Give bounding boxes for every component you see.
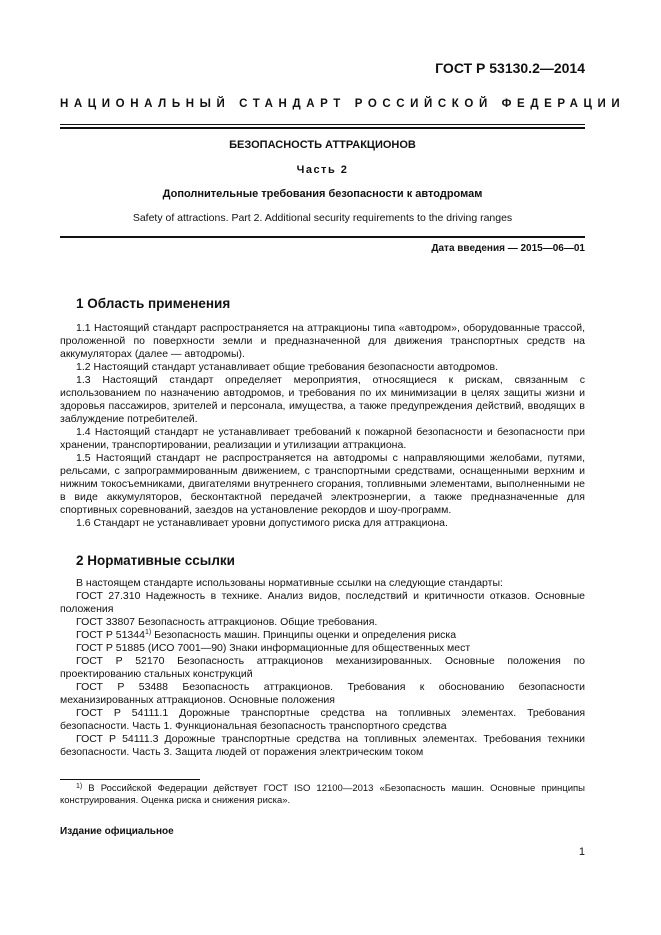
footnote-rule	[60, 779, 200, 780]
standard-title: БЕЗОПАСНОСТЬ АТТРАКЦИОНОВ	[229, 139, 416, 151]
reference-item: ГОСТ 33807 Безопасность аттракционов. Общие требования.	[76, 616, 378, 628]
reference-item-with-footnote	[60, 629, 585, 642]
header-rule-thin	[60, 124, 585, 125]
paragraph-1-4: 1.4 Настоящий стандарт не устанавливает требований к пожарной безопасности и безопасности при хранении, транспортировании, реализации и утилизации аттракциона.	[60, 426, 585, 451]
section-1-heading: 1 Область применения	[76, 296, 231, 311]
title-rule	[60, 236, 585, 238]
paragraph-1-3: 1.3 Настоящий стандарт определяет мероприятия, относящиеся к рискам, связанным с использованием по назначению автодромов, и требования по их минимизации в целях защиты жизни и здоровья пассажиров, зрителей и персонала, имущества, а также предупреждения действий, вводящих в заблуждение потребителей.	[60, 374, 585, 425]
reference-item: ГОСТ Р 52170 Безопасность аттракционов механизированных. Основные положения по проектированию стальных конструкций	[60, 655, 585, 680]
english-title: Safety of attractions. Part 2. Additional security requirements to the driving ranges	[132, 212, 513, 224]
paragraph-1-1: 1.1 Настоящий стандарт распространяется на аттракционы типа «автодром», оборудованные трассой, проложенной по поверхности земли и предназначенной для движения транспортных средств на аккумуляторах (далее — автодромы).	[60, 322, 585, 360]
reference-item: ГОСТ Р 54111.1 Дорожные транспортные средства на топливных элементах. Требования безопасности. Часть 1. Функциональная безопасность транспортного средства	[60, 707, 585, 732]
section-1-body	[60, 322, 585, 530]
section-2-body	[60, 577, 585, 759]
standard-subtitle: Дополнительные требования безопасности к автодромам	[162, 188, 483, 200]
footnote-mark: 1)	[144, 629, 152, 636]
introduction-date: Дата введения — 2015—06—01	[431, 243, 585, 254]
reference-item: ГОСТ Р 51885 (ИСО 7001—90) Знаки информационные для общественных мест	[76, 642, 471, 654]
official-edition-label: Издание официальное	[60, 826, 174, 837]
reference-item: ГОСТ 27.310 Надежность в технике. Анализ видов, последствий и критичности отказов. Основные положения	[60, 590, 585, 615]
standard-part: Часть 2	[296, 164, 349, 176]
references-intro: В настоящем стандарте использованы нормативные ссылки на следующие стандарты:	[76, 577, 503, 589]
footnote-mark: 1)	[76, 783, 83, 790]
reference-text: Безопасность машин. Принципы оценки и определения риска	[154, 629, 457, 641]
reference-code: ГОСТ Р 51344	[76, 629, 145, 641]
national-standard-banner: НАЦИОНАЛЬНЫЙ СТАНДАРТ РОССИЙСКОЙ ФЕДЕРАЦИИ	[60, 98, 626, 110]
footnote-text: В Российской Федерации действует ГОСТ ISO 12100—2013 «Безопасность машин. Основные принципы конструирования. Оценка риска и снижения риска».	[60, 783, 585, 806]
section-2-heading: 2 Нормативные ссылки	[76, 553, 235, 568]
footnote	[60, 783, 585, 807]
page-number: 1	[578, 846, 585, 858]
paragraph-1-6: 1.6 Стандарт не устанавливает уровни допустимого риска для аттракциона.	[76, 517, 448, 529]
paragraph-1-5: 1.5 Настоящий стандарт не распространяется на автодромы с направляющими желобами, путями, рельсами, с запрограммированным движением, с транспортными средствами, оснащенными верхним и нижним токосъемниками, двигателями внутреннего сгорания, топливными элементами, выполненными не в виде аккумуляторов, бесконтактной передачей электроэнергии, а также предназначенные для спортивных соревнований, заездов на установление рекордов и шоу-программ.	[60, 452, 585, 516]
paragraph-1-2: 1.2 Настоящий стандарт устанавливает общие требования безопасности автодромов.	[76, 361, 499, 373]
document-code: ГОСТ Р 53130.2—2014	[435, 60, 585, 76]
header-rule-thick	[60, 127, 585, 129]
reference-item: ГОСТ Р 54111.3 Дорожные транспортные средства на топливных элементах. Требования техники безопасности. Часть 3. Защита людей от поражения электрическим током	[60, 733, 585, 758]
reference-item: ГОСТ Р 53488 Безопасность аттракционов. Требования к обоснованию безопасности механизированных аттракционов. Основные положения	[60, 681, 585, 706]
